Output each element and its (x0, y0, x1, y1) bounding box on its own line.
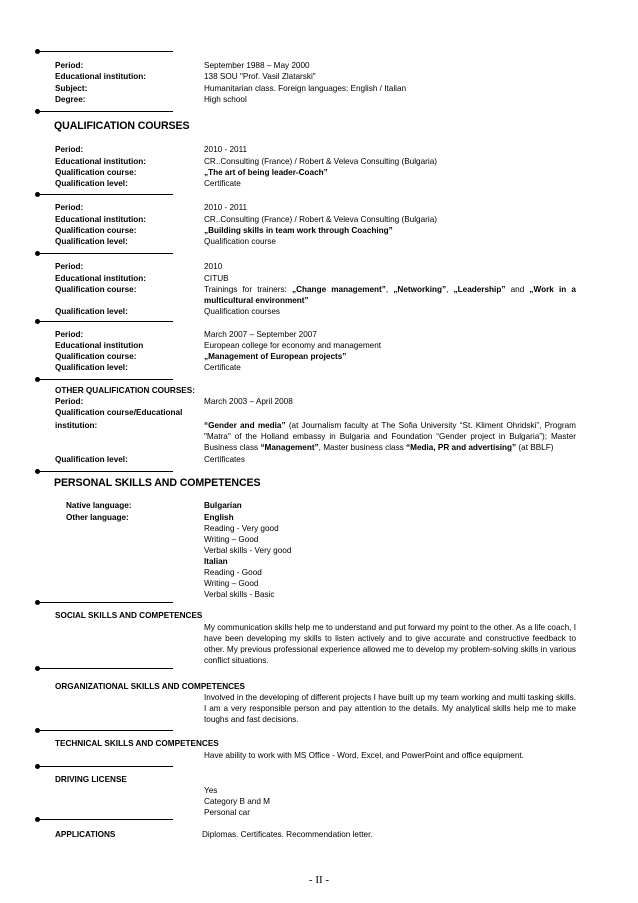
separator (39, 51, 173, 52)
driving-line: Category B and M (204, 797, 270, 806)
period-value: 2010 (204, 262, 223, 271)
social-skills-heading: SOCIAL SKILLS AND COMPETENCES (55, 611, 203, 620)
applications-heading: APPLICATIONS (55, 830, 116, 839)
italian-writing: Writing – Good (204, 579, 259, 588)
course-value: „The art of being leader-Coach” (204, 168, 328, 177)
period-label: Period: (55, 262, 84, 271)
course-label: Qualification course: (55, 226, 137, 235)
period-value: 2010 - 2011 (204, 203, 248, 212)
course-label: Qualification course: (55, 285, 137, 294)
institution-value: CR..Consulting (France) / Robert & Veleva Consulting (Bulgaria) (204, 215, 437, 224)
language-english: English (204, 513, 234, 522)
degree-value: High school (204, 95, 247, 104)
separator (39, 321, 173, 322)
period-label: Period: (55, 397, 84, 406)
course-label: Qualification course: (55, 352, 137, 361)
other-courses-text: “Gender and media” (at Journalism faculty at The Sofia University “St. Kliment Ohridski”, Program "Matra" of the Holland embassy in Bulgaria and Foundation “Gender project in Bulgaria”); Master Business class “Management”, Master business class “Media, PR and advertising” (at BBLF) (204, 421, 576, 452)
italian-verbal: Verbal skills - Basic (204, 590, 275, 599)
separator (39, 253, 173, 254)
level-label: Qualification level: (55, 455, 128, 464)
period-label: Period: (55, 145, 84, 154)
subject-label: Subject: (55, 84, 88, 93)
english-reading: Reading - Very good (204, 524, 279, 533)
period-value: September 1988 – May 2000 (204, 61, 310, 70)
organizational-skills-text: Involved in the developing of different projects I have built up my team working and multi tasking skills. I am a very responsible person and pay attention to the details. My analytical skills help me to make toughs and fast decisions. (204, 693, 576, 724)
level-value: Qualification course (204, 237, 276, 246)
institution-label: Educational institution: (55, 72, 146, 81)
level-value: Certificate (204, 179, 241, 188)
subject-value: Humanitarian class. Foreign languages: English / Italian (204, 84, 407, 93)
native-language-label: Native language: (66, 501, 132, 510)
institution-label: Educational institution: (55, 274, 146, 283)
social-skills-text: My communication skills help me to understand and put forward my point to the other. As a life coach, I have been developing my skills to listen actively and to give accurate and constructive feedback to other. My previous professional experience allowed me to develop my problem-solving skills in various conflict situations. (204, 623, 576, 665)
course-value: „Management of European projects” (204, 352, 347, 361)
institution-value: European college for economy and management (204, 341, 382, 350)
level-label: Qualification level: (55, 307, 128, 316)
english-writing: Writing – Good (204, 535, 259, 544)
course-label: institution: (55, 421, 98, 430)
personal-skills-heading: PERSONAL SKILLS AND COMPETENCES (54, 477, 261, 489)
driving-line: Yes (204, 786, 218, 795)
institution-value: CITUB (204, 274, 229, 283)
page-number: - II - (308, 874, 330, 886)
period-value: 2010 - 2011 (204, 145, 248, 154)
separator (39, 194, 173, 195)
qualification-courses-heading: QUALIFICATION COURSES (54, 120, 190, 132)
other-courses-heading: OTHER QUALIFICATION COURSES: (55, 386, 195, 395)
period-value: March 2007 – September 2007 (204, 330, 317, 339)
technical-skills-text: Have ability to work with MS Office - Word, Excel, and PowerPoint and office equipment. (204, 751, 524, 760)
native-language-value: Bulgarian (204, 501, 242, 510)
institution-value: 138 SOU "Prof. Vasil Zlatarski" (204, 72, 316, 81)
technical-skills-heading: TECHNICAL SKILLS AND COMPETENCES (55, 739, 219, 748)
degree-label: Degree: (55, 95, 86, 104)
separator (39, 602, 173, 603)
period-value: March 2003 – April 2008 (204, 397, 293, 406)
italian-reading: Reading - Good (204, 568, 262, 577)
period-label: Period: (55, 203, 84, 212)
level-value: Qualification courses (204, 307, 280, 316)
separator (39, 668, 173, 669)
separator (39, 471, 173, 472)
institution-label: Educational institution: (55, 215, 146, 224)
period-label: Period: (55, 330, 84, 339)
level-label: Qualification level: (55, 179, 128, 188)
institution-label: Educational institution: (55, 157, 146, 166)
applications-text: Diplomas. Certificates. Recommendation letter. (202, 830, 373, 839)
separator (39, 766, 173, 767)
institution-label: Educational institution (55, 341, 144, 350)
driving-license-heading: DRIVING LICENSE (55, 775, 127, 784)
level-value: Certificate (204, 363, 241, 372)
driving-line: Personal car (204, 808, 250, 817)
level-label: Qualification level: (55, 237, 128, 246)
separator (39, 730, 173, 731)
separator (39, 111, 173, 112)
course-label: Qualification course: (55, 168, 137, 177)
period-label: Period: (55, 61, 84, 70)
level-label: Qualification level: (55, 363, 128, 372)
course-label: Qualification course/Educational (55, 408, 183, 417)
english-verbal: Verbal skills - Very good (204, 546, 292, 555)
separator (39, 379, 173, 380)
course-value: Trainings for trainers: „Change management”, „Networking”, „Leadership” and „Work in a multicultural environment” (204, 285, 576, 305)
organizational-skills-heading: ORGANIZATIONAL SKILLS AND COMPETENCES (55, 682, 245, 691)
institution-value: CR..Consulting (France) / Robert & Veleva Consulting (Bulgaria) (204, 157, 437, 166)
level-value: Certificates (204, 455, 245, 464)
other-language-label: Other language: (66, 513, 129, 522)
course-value: „Building skills in team work through Coaching” (204, 226, 393, 235)
separator (39, 819, 173, 820)
language-italian: Italian (204, 557, 228, 566)
